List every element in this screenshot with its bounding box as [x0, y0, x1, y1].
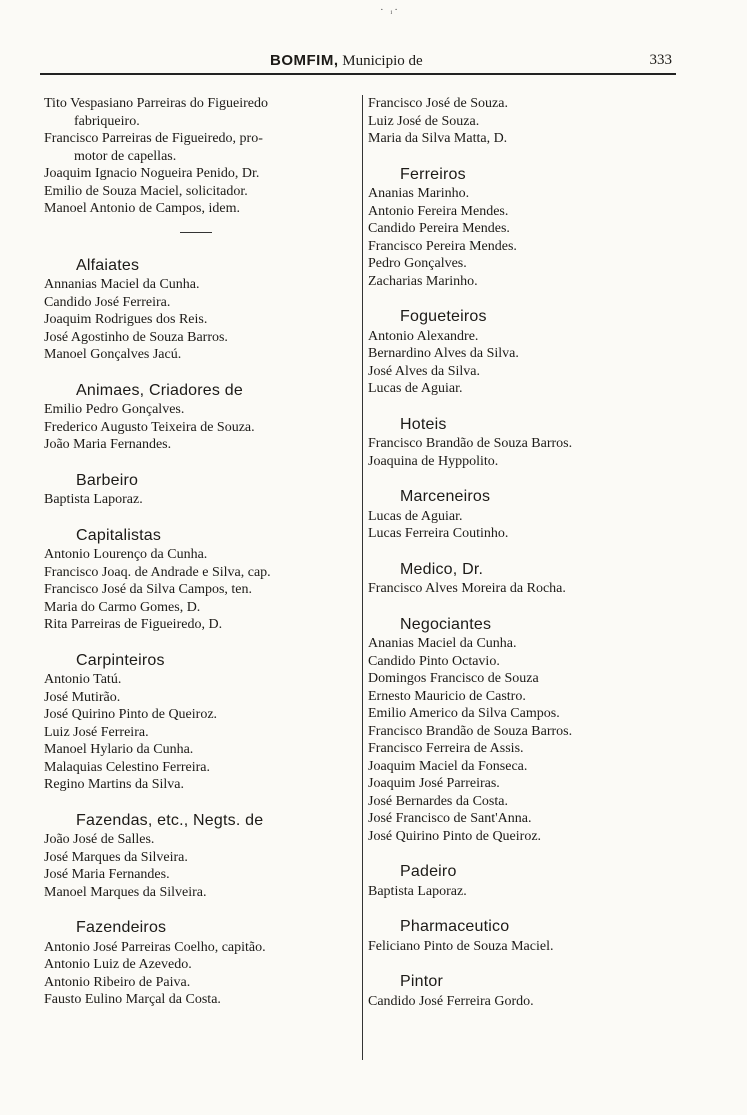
section-heading: Ferreiros [400, 165, 466, 183]
list-item: Manoel Hylario da Cunha. [44, 742, 194, 757]
list-item: José Agostinho de Souza Barros. [44, 329, 228, 345]
list-item: Malaquias Celestino Ferreira. [44, 759, 211, 775]
list-item: Maria da Silva Matta, D. [368, 131, 508, 146]
list-item: Joaquim José Parreiras. [368, 776, 500, 791]
section-heading: Fazendeiros [76, 919, 167, 936]
list-item: Regino Martins da Silva. [44, 777, 184, 792]
list-item: Rita Parreiras de Figueiredo, D. [44, 617, 223, 632]
list-item: José Alves da Silva. [368, 363, 480, 379]
section-heading: Marceneiros [400, 488, 491, 505]
list-item: Candido José Ferreira Gordo. [368, 993, 534, 1009]
list-item: Lucas de Aguiar. [368, 508, 463, 524]
list-item: Francisco Ferreira de Assis. [368, 741, 524, 756]
list-item: José Quirino Pinto de Queiroz. [368, 828, 542, 844]
column-divider [362, 95, 363, 1060]
section-heading: Negociantes [400, 615, 492, 633]
list-item: José Marques da Silveira. [44, 849, 188, 865]
list-item: José Francisco de Sant'Anna. [368, 811, 532, 826]
list-item: Bernardino Alves da Silva. [368, 346, 519, 361]
section-heading: Animaes, Criadores de [76, 381, 243, 399]
list-item: Feliciano Pinto de Souza Maciel. [368, 938, 554, 954]
section-heading: Alfaiates [76, 256, 140, 274]
list-item: Tito Vespasiano Parreiras do Figueiredo [44, 96, 268, 111]
list-item: Antonio Ribeiro de Paiva. [44, 974, 191, 990]
list-item: Ananias Maciel da Cunha. [368, 636, 517, 651]
list-item: motor de capellas. [74, 148, 177, 164]
list-item: Joaquim Ignacio Nogueira Penido, Dr. [44, 166, 260, 181]
list-item: Francisco Parreiras de Figueiredo, pro- [44, 131, 263, 146]
list-item: Francisco Pereira Mendes. [368, 238, 517, 254]
list-item: Emilio Americo da Silva Campos. [368, 706, 560, 721]
running-title-place: BOMFIM, [270, 52, 339, 69]
list-item: José Mutirão. [44, 689, 121, 705]
section-heading: Pharmaceutico [400, 918, 510, 935]
list-item: Ananias Marinho. [368, 186, 470, 201]
list-item: Ernesto Mauricio de Castro. [368, 688, 526, 704]
list-item: Manoel Gonçalves Jacú. [44, 347, 182, 362]
list-item: Francisco Brandão de Souza Barros. [368, 436, 573, 451]
page-header [40, 50, 676, 72]
list-item: Baptista Laporaz. [368, 883, 467, 899]
section-divider [180, 232, 212, 233]
list-item: Antonio Fereira Mendes. [368, 203, 509, 219]
section-heading: Capitalistas [76, 526, 162, 544]
list-item: Manoel Marques da Silveira. [44, 884, 207, 900]
list-item: Francisco Alves Moreira da Rocha. [368, 581, 566, 596]
list-item: Joaquina de Hyppolito. [368, 453, 499, 469]
list-item: Francisco José da Silva Campos, ten. [44, 582, 253, 597]
section-heading: Pintor [400, 973, 443, 990]
list-item: José Maria Fernandes. [44, 867, 170, 882]
list-item: Annanias Maciel da Cunha. [44, 277, 200, 292]
list-item: Zacharias Marinho. [368, 273, 478, 289]
header-rule [40, 73, 676, 75]
list-item: Joaquim Rodrigues dos Reis. [44, 312, 208, 327]
list-item: Fausto Eulino Marçal da Costa. [44, 992, 221, 1007]
list-item: Candido Pereira Mendes. [368, 221, 510, 236]
print-marks: · ᵢ· [380, 4, 400, 16]
list-item: Francisco Joaq. de Andrade e Silva, cap. [44, 564, 271, 580]
list-item: Antonio Lourenço da Cunha. [44, 547, 208, 562]
list-item: Manoel Antonio de Campos, idem. [44, 201, 240, 216]
list-item: Emilio Pedro Gonçalves. [44, 402, 185, 417]
list-item: Emilio de Souza Maciel, solicitador. [44, 183, 248, 199]
list-item: Baptista Laporaz. [44, 492, 143, 507]
running-title-rest: Municipio de [338, 53, 423, 69]
list-item: Pedro Gonçalves. [368, 256, 467, 271]
list-item: Luiz José de Souza. [368, 113, 480, 129]
list-item: José Bernardes da Costa. [368, 793, 508, 809]
list-item: Antonio José Parreiras Coelho, capitão. [44, 939, 266, 955]
running-title [270, 52, 423, 70]
list-item: Lucas de Aguiar. [368, 381, 463, 396]
list-item: Antonio Tatú. [44, 672, 122, 687]
list-item: Francisco Brandão de Souza Barros. [368, 723, 573, 739]
list-item: Joaquim Maciel da Fonseca. [368, 758, 528, 774]
list-item: Luiz José Ferreira. [44, 724, 149, 740]
left-column [44, 95, 362, 1009]
section-heading: Carpinteiros [76, 651, 165, 669]
section-heading: Fazendas, etc., Negts. de [76, 811, 264, 829]
list-item: Francisco José de Souza. [368, 96, 508, 111]
list-item: Lucas Ferreira Coutinho. [368, 526, 509, 541]
list-item: João José de Salles. [44, 832, 155, 847]
list-item: Domingos Francisco de Souza [368, 671, 539, 686]
section-heading: Barbeiro [76, 471, 139, 489]
list-item: Maria do Carmo Gomes, D. [44, 599, 201, 615]
list-item: Frederico Augusto Teixeira de Souza. [44, 419, 255, 435]
list-item: Antonio Luiz de Azevedo. [44, 957, 192, 972]
list-item: José Quirino Pinto de Queiroz. [44, 707, 218, 722]
section-heading: Medico, Dr. [400, 560, 484, 578]
list-item: João Maria Fernandes. [44, 437, 172, 452]
right-column [368, 95, 668, 1010]
list-item: Antonio Alexandre. [368, 328, 479, 344]
page-number: 333 [649, 52, 672, 68]
section-heading: Padeiro [400, 863, 457, 880]
list-item: Candido Pinto Octavio. [368, 653, 500, 669]
section-heading: Hoteis [400, 415, 447, 433]
section-heading: Fogueteiros [400, 308, 487, 325]
list-item: Candido José Ferreira. [44, 294, 171, 310]
list-item: fabriqueiro. [74, 113, 140, 129]
